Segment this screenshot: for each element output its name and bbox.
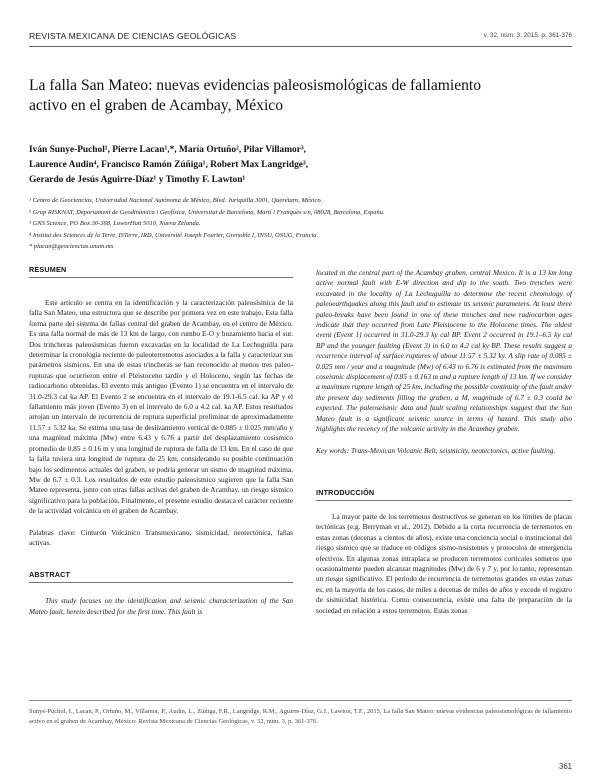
abstract-lead: This study focuses on the identification and seismic characterization of the San Mateo fault, herein described for the first time. This fault is bbox=[29, 596, 293, 616]
abstract-heading: ABSTRACT bbox=[29, 570, 71, 580]
introduccion-heading: INTRODUCCIÓN bbox=[316, 487, 375, 497]
section-divider bbox=[29, 277, 293, 278]
resumen-heading: RESUMEN bbox=[29, 265, 67, 274]
author-line: Gerardo de Jesús Aguirre-Díaz¹ y Timothy F. Lawton¹ bbox=[29, 175, 246, 185]
author-line: Laurence Audin⁴, Francisco Ramón Zúñiga¹, Robert Max Langridge³, bbox=[29, 160, 309, 170]
footer-divider bbox=[29, 700, 572, 701]
resumen-keywords: Palabras clave: Cinturón Volcánico Transmexicano, sismicidad, neotectónica, fallas activas. bbox=[29, 527, 293, 547]
affiliation-item: ² Grup RISKNAT, Departament de Geodinàmica i Geofísica, Universitat de Barcelona, Martí i Franquès s/n, 08028, Barcelona, España. bbox=[29, 208, 385, 216]
journal-title: REVISTA MEXICANA DE CIENCIAS GEOLÓGICAS bbox=[29, 31, 237, 41]
citation: Sunye-Puchol, I., Lacan, P., Ortuño, M., Villamor, P., Audin, L., Zúñiga, F.R., Langridge, R.M., Aguirre-Díaz, G.J., Lawton, T.F., 2015, La falla San Mateo: nuevas evidencias paleosismológicas de fallamiento activo en el graben de Acambay, México: Revista Mexicana de Ciencias Geológicas, v. 32, núm. 3, p. 361-376. bbox=[29, 708, 572, 725]
section-divider bbox=[316, 500, 572, 501]
page-number: 361 bbox=[558, 762, 572, 771]
issue-info: v. 32, núm. 3, 2015, p. 361-376 bbox=[483, 32, 572, 39]
introduccion-body: La mayor parte de los terremotos destructivos se generan en los límites de placas tectónicas (e.g. Berryman et al., 2012). Debido a la corta recurrencia de terremotos en estas zonas (decenas a cientos de años), existe una conciencia social e institucional del riesgo sísmico que se traduce en códigos sismo-resistentes y protocolos de emergencia efectivos. En algunas zonas intraplaca se producen terremotos corticales someros que ocasionalmente pueden alcanzar magnitudes (Mw) de 6 y 7 y, por lo tanto, representan un riesgo significativo. El periodo de recurrencia de terremotos grandes en estas zonas es, en la mayoría de los casos, de miles a decenas de miles de años y excede el registro de sismicidad histórica. Como consecuencia, existe una falta de preparación de la sociedad en relación a estos terremotos. Estas zonas bbox=[316, 511, 572, 615]
affiliation-item: ⁴ Institut des Sciences de la Terre, ISTerre, IRD, Université Joseph Fourier, Grenoble I, INSU, OSUG, Francia. bbox=[29, 231, 319, 239]
section-divider bbox=[29, 582, 293, 583]
author-line: Iván Sunye-Puchol¹, Pierre Lacan¹,*, María Ortuño², Pilar Villamor³, bbox=[29, 145, 307, 155]
affiliation-list bbox=[29, 195, 574, 253]
header-divider bbox=[29, 46, 572, 47]
left-column bbox=[29, 265, 293, 617]
affiliation-item: * placan@geociencias.unam.mx bbox=[29, 243, 114, 251]
right-column bbox=[316, 265, 572, 616]
author-list bbox=[29, 143, 569, 188]
affiliation-item: ³ GNS Science, PO Box 30-368, LowerHutt 5010, Nueva Zelanda. bbox=[29, 220, 201, 228]
resumen-body: Este artículo se centra en la identificación y la caracterización paleosísmica de la falla San Mateo, una estructura que se describe por primera vez en este trabajo. Esta falla forma parte del sistema de fallas central del graben de Acambay, en el centro de México. Es una falla normal de más de 13 km de largo, con rumbo E-O y buzamiento hacia el sur. Dos trincheras paleosísmicas fueron excavadas en la localidad de La Lechuguilla para determinar la cronología reciente de paleoterremotos asociados a la falla y caracterizar sus parámetros sísmicos. En una de estas trincheras se han reconocido al menos tres paleo-rupturas que ocurrieron entre el Pleistoceno tardío y el Holoceno, según las fechas de radiocarbono obtenidas. El evento más antiguo (Evento 1) se encuentra en el intervalo de 31.0-29.3 cal ka AP. El Evento 2 se encuentra en el intervalo de 19.1-6.5 cal. ka AP y el fallamiento más joven (Evento 3) en el intervalo de 6.0 a 4.2 cal. ka AP. Estos resultados arrojan un intervalo de recurrencia de ruptura superficial preliminar de aproximadamente 11.57 ± 5.32 ka. Se estima una tasa de deslizamiento vertical de 0.085 ± 0.025 mm/año y una magnitud máxima (Mw) entre 6.43 y 6.76 a partir del desplazamiento cosísmico promedio de 0.85 ± 0.16 m y una longitud de ruptura de falla de 13 km. En el caso de que la falla tuviera una longitud de ruptura de 25 km, considerando su posible continuación bajo los sedimentos actuales del graben, se podría generar un sismo de magnitud máxima, Mw de 6.7 ± 0.3. Los resultados de este estudio paleosísmico sugieren que la falla San Mateo representa, junto con otras fallas activas del graben de Acambay, un riesgo sísmico significativo para la población. Finalmente, el presente estudio destaca el carácter reciente de la actividad volcánica en el graben de Acambay. bbox=[29, 298, 293, 516]
abstract-keywords: Key words: Trans-Mexican Volcanic Belt, seismicity, neotectonics, active faulting. bbox=[316, 445, 556, 455]
affiliation-item: ¹ Centro de Geociencias, Universidad Nacional Autónoma de México, Blvd. Juriquilla 3001, Querétaro, México. bbox=[29, 197, 323, 204]
article-title: La falla San Mateo: nuevas evidencias paleosismológicas de fallamiento activo en el graben de Acambay, México bbox=[29, 77, 482, 114]
abstract-body: located in the central part of the Acambay graben, central Mexico. It is a 13 km long active normal fault with E-W direction and dip to the south. Two trenches were excavated in the locality of La Lechuguilla to determine the recent chronology of paleoearthquakes along this fault and to estimate its seismic parameters. At least three paleo-breaks have been found in one of these trenches and new radiocarbon ages indicate that they occurred from Late Pleistocene to the Holocene times. The oldest event (Event 1) occurred in 31.0-29.3 ky cal BP. Event 2 occurred in 19.1–6.5 ky cal BP and the younger faulting (Event 3) in 6.0 to 4.2 cal ky BP. These results suggest a recurrence interval of surface ruptures of about 11.57 ± 5.32 ky. A slip rate of 0.085 ± 0.025 mm / year and a magnitude (Mw) of 6.43 to 6.76 is estimated from the maximum coseismic displacement of 0.85 ± 0.163 m and a rupture length of 13 km. If we consider a maximum rupture length of 25 km, including the possible continuity of the fault under the present day sediments filling the graben, a M, magnitude of 6.7 ± 0.3 could be expected. The paleoseismic data and fault scaling relationships suggest that the San Mateo fault is a significant seismic source in terms of hazard. This study also highlights the recency of the volcanic activity in the Acambay graben. bbox=[316, 268, 572, 434]
